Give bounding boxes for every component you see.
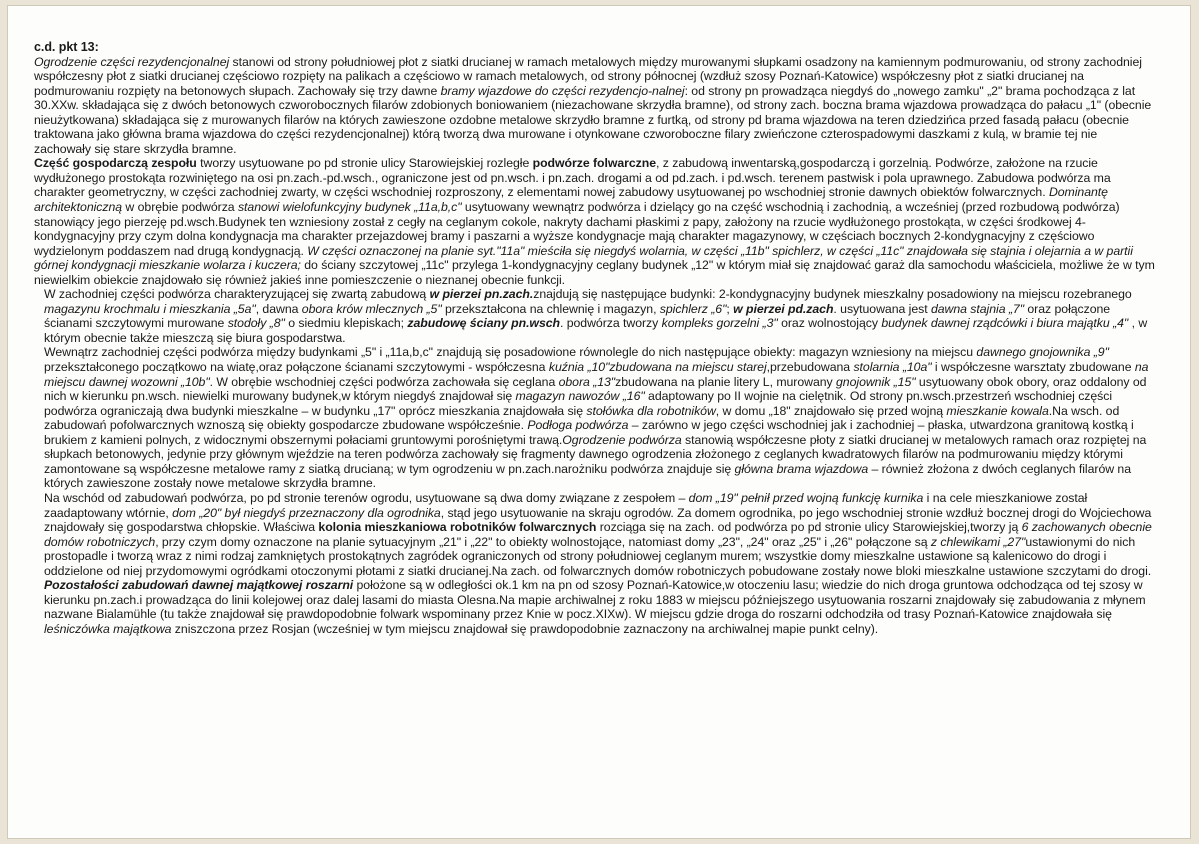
text-run: stanowi od strony południowej płot z siatki drucianej w ramach metalowych między murowanymi słupkami osadzony na kamiennym podmurowaniu, od strony zachodniej współczesny płot z siatki drucianej częściowo rozpięty na palikach a częściowo w ramach metalowych, od strony północnej (wzdłuż szosy Poznań-Katowice) współczesny płot z siatki drucianej na podmurowaniu rozpięty na betonowych słupach. Zachowały się trzy dawne	[34, 54, 1142, 98]
text-run: : od strony pn prowadząca niegdyś do „nowego zamku" „2" brama pochodząca z lat 30.XXw. składająca się z dwóch betonowych czworobocznych filarów zdobionych boniowaniem (niezachowane skrzydła bramne), od strony zach. boczna brama wjazdowa prowadząca do pałacu „1" (obecnie nieużytkowana) składająca się z murowanych filarów na których zawieszone ozdobne metalowe skrzydło bramne z furtką, od strony pd brama wjazdowa na teren dziedzińca przed fasadą pałacu (obecnie traktowana jako główna brama wjazdowa do części rezydencjonalnej) którą tworzą dwa murowane i otynkowane czworoboczne filary zwieńczone czterospadowymi daszkami z kulą, w bramie tej nie zachowały się stare skrzydła bramne.	[34, 83, 1152, 156]
text-run: Wewnątrz zachodniej części podwórza między budynkami „5" i „11a,b,c" znajdują się posadowione równolegle do nich następujące obiekty: magazyn wzniesiony na miejscu	[44, 345, 977, 360]
text-run: oraz połączone ścianami szczytowymi murowane	[44, 301, 1111, 331]
text-run: , dawna	[255, 301, 302, 316]
text-run: magazynu krochmalu i mieszkania „5a"	[44, 301, 256, 316]
document-page	[7, 5, 1191, 839]
text-run: obora „13"	[558, 374, 616, 389]
text-run: dom „20" był niegdyś przeznaczony dla ogrodnika	[172, 505, 441, 520]
text-run: usytuowany wewnątrz podwórza i dzielący go na część wschodnią i zachodnią, a wcześniej (przed rozbudową podwórza) stanowiący jego pierzeję pd.wsch.Budynek ten wzniesiony został z cegły na ceglanym cokole, nakryty dachami płaskimi z papy, założony na rzucie wydłużonego prostokąta, w części środkowej 4-kondygnacyjny przy czym dolna kondygnacja ma charakter przejazdowej bramy i paszarni a wyższe kondygnacje mają charakter magazynowy, w częściach bocznych 2-kondygnacyjny z częściowo wydzielonym poddaszem nad drugą kondygnacją.	[34, 200, 1120, 258]
text-run: w obrębie podwórza	[122, 200, 238, 215]
text-run: kuźnia „10"zbudowana na miejscu starej	[548, 360, 767, 375]
text-run: dawnego gnojownika „9"	[976, 345, 1109, 360]
text-run: ustawionymi do nich prostopadle i tworzą wraz z nimi rodzaj zamkniętych prostokątnych zagródek ograniczonych od strony południowej ceglanym murem; wszystkie domy mieszkalne ustawione są kalenicowo do drogi i oddzielone od niej przydomowymi ogródkami otoczonymi płotami z siatki drucianej.Na zach. od folwarcznych domów robotniczych pobudowane zostały nowe bloki mieszkalne ustawione szczytami do drogi.	[44, 534, 1152, 578]
text-run: znajdują się następujące budynki: 2-kondygnacyjny budynek mieszkalny posadowiony na miejscu rozebranego	[533, 287, 1132, 302]
paragraph-west-yard	[34, 287, 1156, 345]
text-run: mieszkanie kowala	[946, 403, 1049, 418]
text-run: podwórze folwarczne	[532, 156, 657, 171]
text-run: . podwórza tworzy	[560, 316, 662, 331]
text-run: Dominantę architektoniczną	[34, 185, 1108, 215]
paragraph-farm-yard	[34, 156, 1156, 287]
text-run: Ogrodzenie części rezydencjonalnej	[34, 54, 230, 69]
text-run: 6 zachowanych obecnie domów robotniczych	[44, 520, 1152, 549]
section-heading: c.d. pkt 13:	[34, 40, 99, 54]
text-run: zniszczona przez Rosjan (wcześniej w tym miejscu znajdował się prawdopodobnie zaznaczony na archiwalnej mapie punkt celny).	[171, 621, 879, 636]
text-run: – zarówno w jego części wschodniej jak i zachodniej – płaska, utwardzona granitową kostką i brukiem z kamieni polnych, z widocznymi obszernymi połaciami gruntowymi porośniętymi trawą.	[44, 418, 1134, 447]
text-run: stanowi wielofunkcyjny budynek „11a,b,c"	[237, 200, 462, 215]
text-run: zabudowę ściany pn.wsch	[407, 316, 560, 331]
text-run: usytuowany obok obory, oraz oddalony od nich w kierunku pn.wsch. niewielki murowany budynek,w którym niegdyś znajdował się	[44, 374, 1147, 404]
text-run: Na wschód od zabudowań podwórza, po pd stronie terenów ogrodu, usytuowane są dwa domy związane z zespołem –	[44, 490, 689, 505]
text-run: – również złożona z dwóch ceglanych filarów na których zawieszone zostały nowe metalowe skrzydła bramne.	[44, 461, 1132, 491]
text-run: , w domu „18" znajdowało się przed wojną	[715, 403, 947, 418]
text-run: budynek dawnej rządcówki i biura majątku „4"	[881, 316, 1129, 331]
text-run: w pierzei pd.zach	[733, 301, 834, 316]
text-run: zbudowana na planie litery L, murowany	[615, 374, 837, 389]
text-run: stolarnia „10a"	[853, 360, 932, 375]
text-run: Część gospodarczą zespołu	[34, 156, 197, 171]
text-run: do ściany szczytowej „11c" przylega 1-kondygnacyjny ceglany budynek „12" w którym miał się znajdować garaż dla samochodu właściciela, możliwe że w tym niewielkim obiekcie znajdowało się również jakieś inne pomieszczenie o nieznanej obecnie funkcji.	[34, 258, 1155, 287]
text-run: . usytuowana jest	[833, 301, 931, 316]
text-run: adaptowany po II wojnie na cielętnik. Od strony pn.wsch.przestrzeń wschodniej części podwórza ograniczają dwa budynki mieszkalne – w budynku „17" oprócz mieszkania znajdowała się	[44, 389, 1113, 418]
text-run: i na cele mieszkaniowe został zaadaptowany wtórnie,	[44, 490, 1088, 520]
text-run: spichlerz „6"	[659, 301, 727, 316]
text-run: .Na wsch. od zabudowań pofolwarcznych wznoszą się obiekty gospodarcze zbudowane współcześnie.	[44, 403, 1120, 433]
paragraph-retting-plant	[34, 578, 1156, 636]
text-run: przekształcona na chlewnię i magazyn,	[441, 301, 660, 316]
text-run: , z zabudową inwentarską,gospodarczą i gorzelnią. Podwórze, założone na rzucie wydłużonego prostokąta rozwiniętego na osi pn.zach.-pd.wsch., ograniczone jest od pn.wsch. i pn.zach. drogami a od pd.zach. i pd.wsch. terenem pastwisk i pola uprawnego. Zabudowa podwórza ma charakter geometryczny, w części zachodniej zwarty, w części wschodniej rozproszony, z elementami nowej zabudowy usytuowanej po wschodniej stronie dawnych obiektów folwarcznych.	[34, 156, 1111, 200]
text-run: tworzy usytuowane po pd stronie ulicy Starowiejskiej rozległe	[196, 156, 533, 171]
text-run: na miejscu dawnej wozowni „10b"	[44, 360, 1149, 389]
paragraph-residential-fence	[34, 55, 1156, 157]
text-run: leśniczówka majątkowa	[44, 621, 172, 636]
text-run: , w którym obecnie także mieszczą się biura gospodarstwa.	[44, 316, 1148, 345]
paragraph-workers-colony	[34, 491, 1156, 578]
text-run: rozciąga się na zach. od podwórza po pd stronie ulicy Starowiejskiej,tworzy ją	[596, 520, 1022, 535]
text-run: dawna stajnia „7"	[930, 301, 1025, 316]
text-run: kompleks gorzelni „3"	[661, 316, 778, 331]
text-run: oraz wolnostojący	[777, 316, 882, 331]
text-run: o siedmiu klepiskach;	[284, 316, 408, 331]
text-run: gnojownik „15"	[836, 374, 916, 389]
text-run: , stąd jego usytuowanie na skraju ogrodów. Za domem ogrodnika, po jego wschodniej stronie wzdłuż bocznej drogi do Wojciechowa znajdowały się gospodarstwa chłopskie. Właściwa	[44, 505, 1152, 535]
text-run: z chlewikami „27"	[930, 534, 1026, 549]
text-run: stodoły „8"	[227, 316, 285, 331]
text-run: . W obrębie wschodniej części podwórza zachowała się ceglana	[209, 374, 559, 389]
text-run: W zachodniej części podwórza charakteryzującej się zwartą zabudową	[44, 287, 430, 302]
text-run: ;	[726, 301, 734, 316]
text-run: magazyn nawozów „16"	[515, 389, 645, 404]
document-body	[34, 40, 1156, 636]
text-run: W części oznaczonej na planie syt."11a" mieściła się niegdyś wolarnia, w części „11b" spichlerz, w części „11c" znajdowała się stajnia i olejarnia a w partii górnej kondygnacji mieszkanie wolarza i kuczera;	[34, 243, 1133, 273]
text-run: bramy wjazdowe do części rezydencjo-nalnej	[440, 83, 685, 98]
text-run: ,przebudowana	[766, 360, 854, 375]
text-run: stołówka dla robotników	[586, 403, 716, 418]
text-run: Ogrodzenie podwórza	[562, 432, 682, 447]
text-run: Pozostałości zabudowań dawnej majątkowej roszarni	[44, 578, 354, 593]
text-run: w pierzei pn.zach.	[429, 287, 534, 302]
text-run: główna brama wjazdowa	[734, 461, 869, 476]
text-run: przekształconego początkowo na wiatę,oraz połączone ścianami szczytowymi - współczesna	[44, 360, 549, 375]
text-run: i współczesne warsztaty zbudowane	[931, 360, 1135, 375]
text-run: obora krów mlecznych „5"	[301, 301, 442, 316]
text-run: kolonia mieszkaniowa robotników folwarcznych	[318, 520, 597, 535]
text-run: położone są w odległości ok.1 km na pn od szosy Poznań-Katowice,w otoczeniu lasu; wiedzie do nich droga gruntowa odchodząca od tej szosy w kierunku pn.zach.i prowadząca do linii kolejowej oraz dalej lasami do miasta Olesna.Na mapie archiwalnej z roku 1883 w miejscu późniejszego usytuowania roszarni znajdowały się zabudowania z młynem nazwane Bialamühle (tu także znajdował się prawdopodobnie folwark wspominany przez Knie w pocz.XIXw). W miejscu gdzie droga do roszarni odchodziła od trasy Poznań-Katowice znajdowała się	[44, 578, 1146, 622]
text-run: stanowią współczesne płoty z siatki drucianej w metalowych ramach oraz rozpiętej na słupkach betonowych, jedynie przy głównym wjeździe na teren podwórza zachowały się fragmenty dawnego ogrodzenia złożonego z ceglanych kwadratowych filarów na podmurowaniu między którymi zamontowane są współczesne metalowe ramy z siatką drucianą; w tym ogrodzeniu w pn.zach.narożniku podwórza znajduje się	[44, 432, 1147, 476]
paragraph-inner-yard	[34, 345, 1156, 490]
text-run: dom „19" pełnił przed wojną funkcję kurnika	[688, 490, 924, 505]
text-run: , przy czym domy oznaczone na planie sytuacyjnym „21" i „22" to obiekty wolnostojące, natomiast domy „23", „24" oraz „25" i „26" połączone są	[155, 534, 931, 549]
text-run: Podłoga podwórza	[527, 418, 629, 433]
